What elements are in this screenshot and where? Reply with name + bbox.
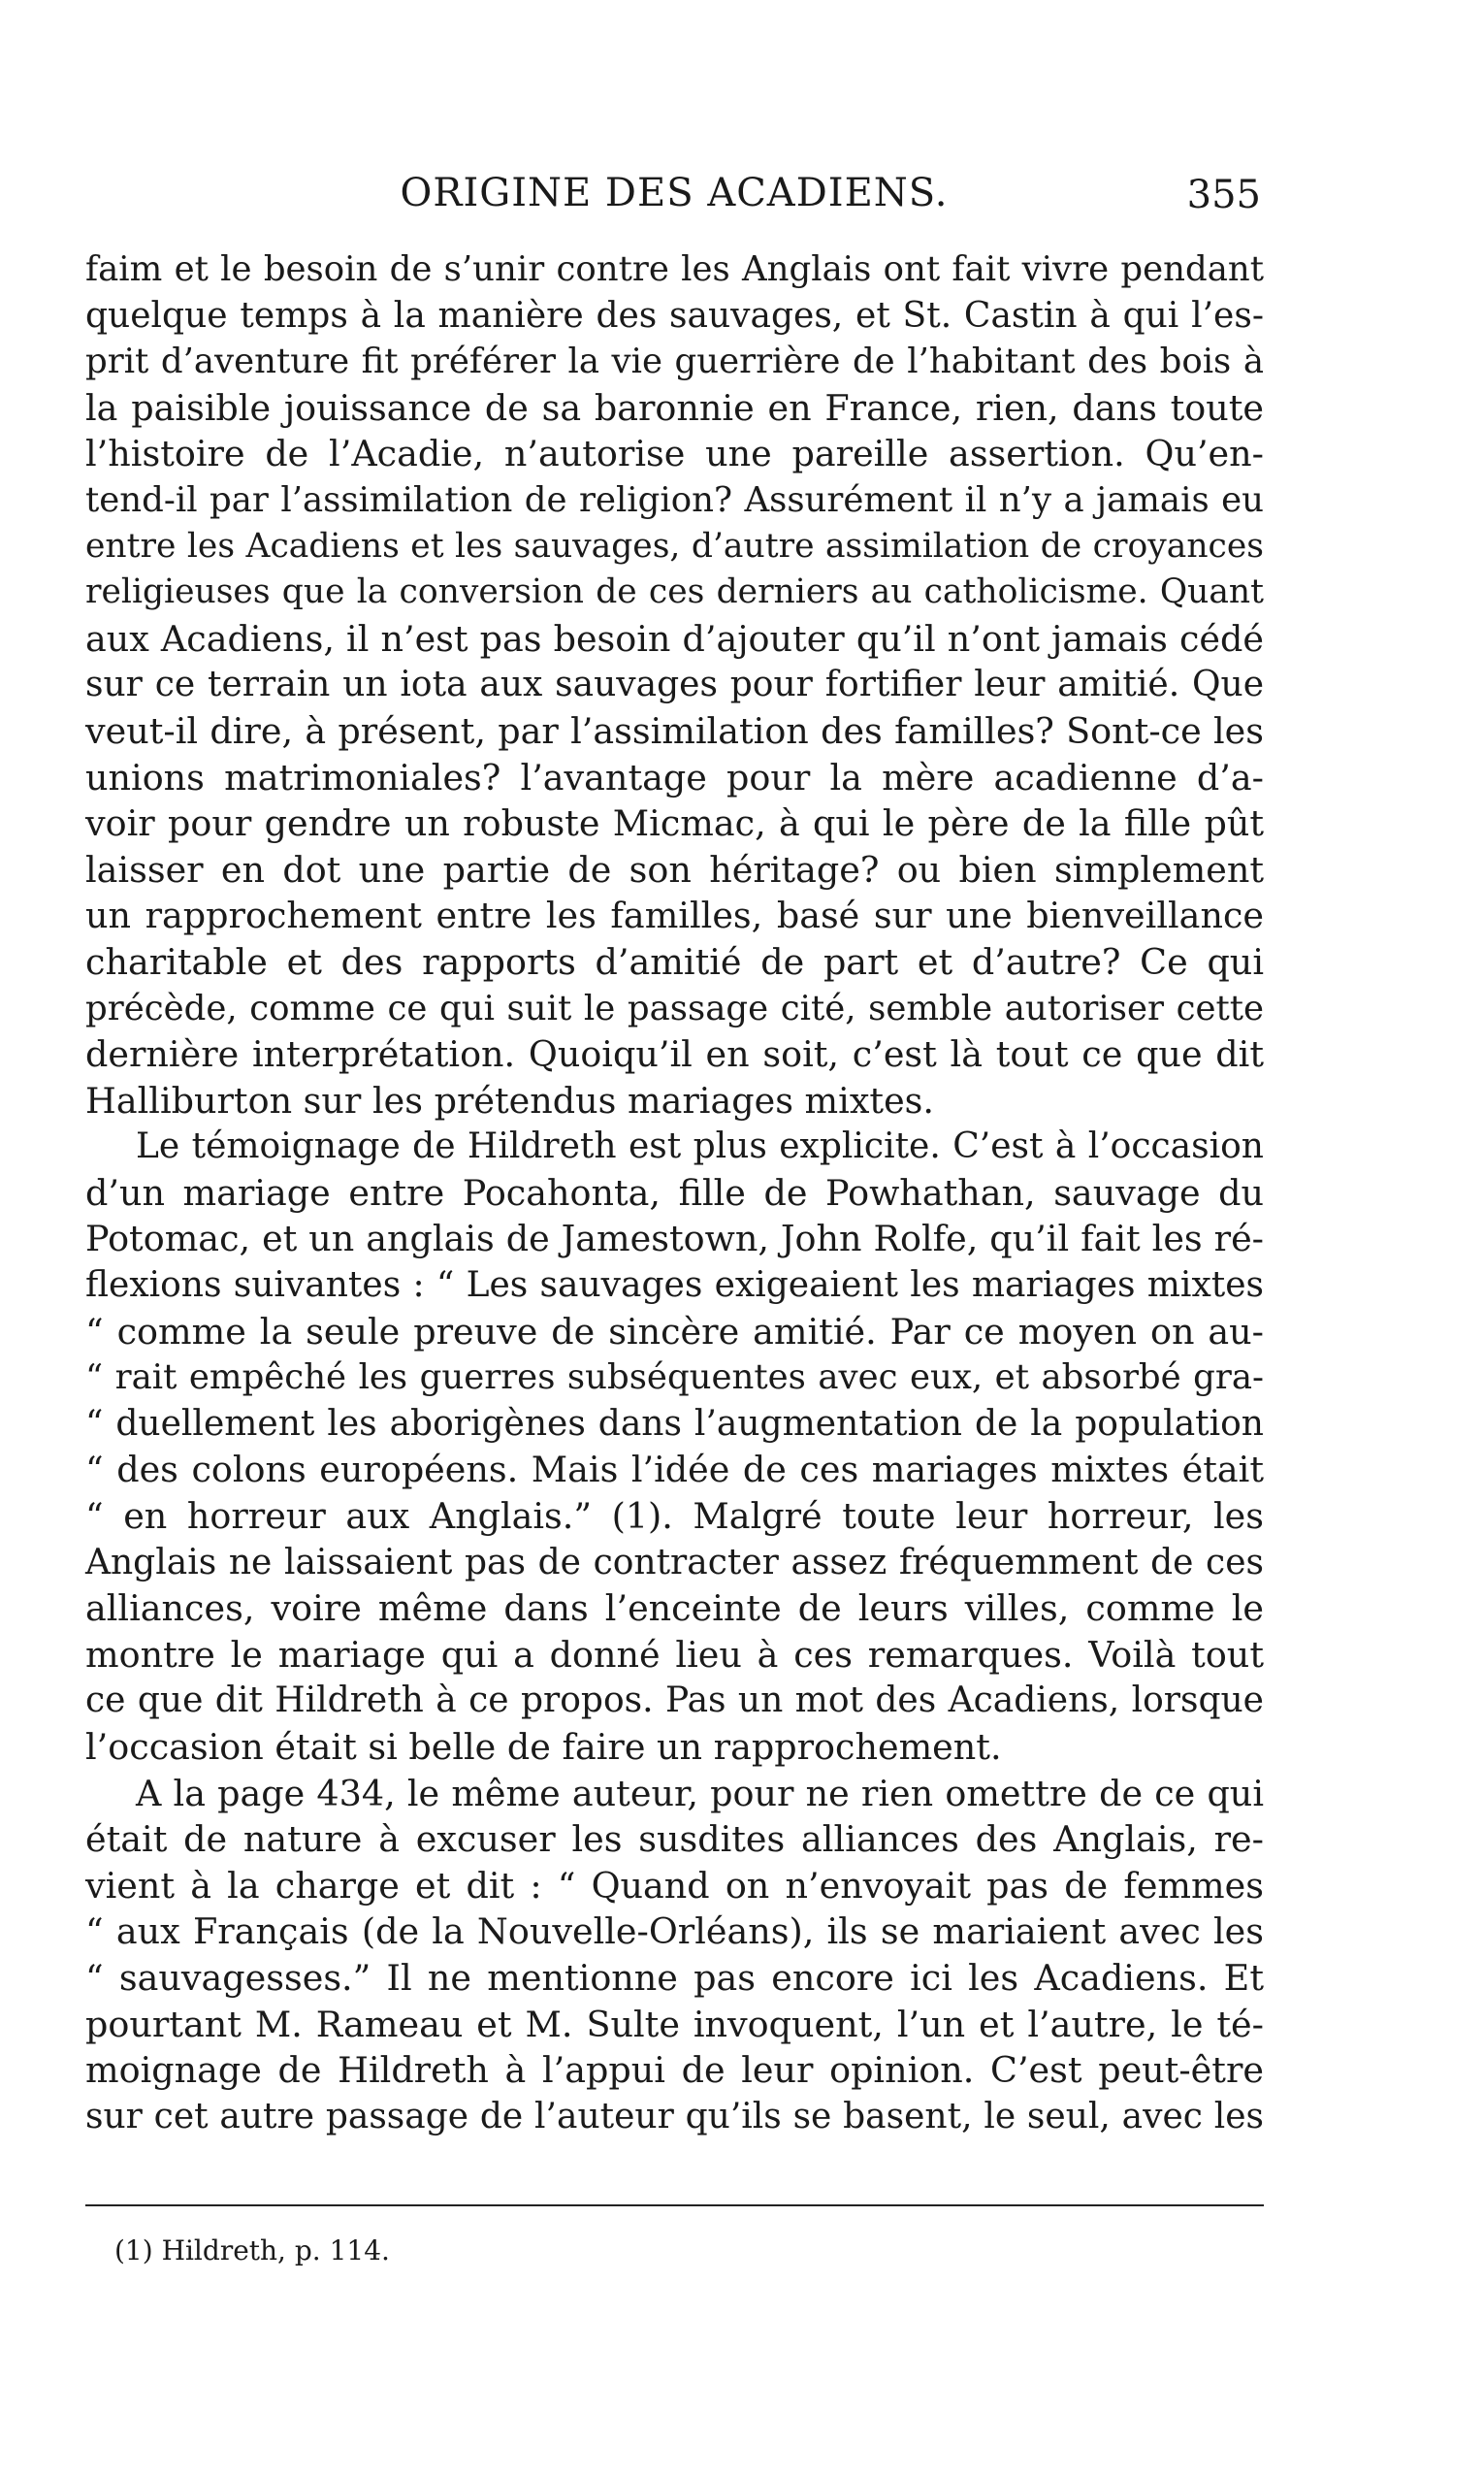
text-line: entre les Acadiens et les sauvages, d’autre assimilation de croyances <box>85 526 1264 566</box>
text-line: moignage de Hildreth à l’appui de leur opinion. C’est peut-être <box>85 2049 1264 2092</box>
text-line: Potomac, et un anglais de Jamestown, John Rolfe, qu’il fait les ré- <box>85 1218 1264 1260</box>
text-line: Le témoignage de Hildreth est plus explicite. C’est à l’occasion <box>136 1126 1264 1167</box>
text-line: pourtant M. Rameau et M. Sulte invoquent, l’un et l’autre, le té- <box>85 2003 1264 2045</box>
text-line: religieuses que la conversion de ces derniers au catholicisme. Quant <box>85 572 1264 612</box>
text-line: alliances, voire même dans l’enceinte de leurs villes, comme le <box>85 1587 1264 1630</box>
text-line: précède, comme ce qui suit le passage cité, semble autoriser cette <box>85 988 1264 1028</box>
text-line: Halliburton sur les prétendus mariages mixtes. <box>85 1079 935 1122</box>
text-line: sur cet autre passage de l’auteur qu’ils se basent, le seul, avec les <box>85 2096 1264 2136</box>
text-line: “ rait empêché les guerres subséquentes avec eux, et absorbé gra- <box>85 1357 1264 1398</box>
text-line: tend-il par l’assimilation de religion? Assurément il n’y a jamais eu <box>85 479 1264 520</box>
body-text <box>85 246 1264 2139</box>
text-line: vient à la charge et dit : “ Quand on n’envoyait pas de femmes <box>85 1864 1264 1907</box>
text-line: l’histoire de l’Acadie, n’autorise une pareille assertion. Qu’en- <box>85 433 1264 475</box>
page-number: 355 <box>1186 173 1261 217</box>
text-line: “ en horreur aux Anglais.” (1). Malgré toute leur horreur, les <box>85 1495 1264 1538</box>
text-line: “ sauvagesses.” Il ne mentionne pas encore ici les Acadiens. Et <box>85 1956 1264 1999</box>
text-line: était de nature à excuser les susdites alliances des Anglais, re- <box>85 1818 1264 1861</box>
text-line: voir pour gendre un robuste Micmac, à qui le père de la fille pût <box>85 802 1264 845</box>
text-line: “ des colons européens. Mais l’idée de ces mariages mixtes était <box>85 1449 1264 1491</box>
text-line: la paisible jouissance de sa baronnie en France, rien, dans toute <box>85 386 1264 429</box>
text-line: “ duellement les aborigènes dans l’augmentation de la population <box>85 1403 1264 1444</box>
text-line: dernière interprétation. Quoiqu’il en soit, c’est là tout ce que dit <box>85 1033 1264 1076</box>
text-line: montre le mariage qui a donné lieu à ces remarques. Voilà tout <box>85 1633 1264 1676</box>
text-line: “ aux Français (de la Nouvelle-Orléans), ils se mariaient avec les <box>85 1910 1264 1953</box>
text-line: d’un mariage entre Pocahonta, fille de Powhathan, sauvage du <box>85 1171 1264 1214</box>
text-line: “ comme la seule preuve de sincère amitié. Par ce moyen on au- <box>85 1310 1264 1353</box>
text-line: ce que dit Hildreth à ce propos. Pas un mot des Acadiens, lorsque <box>85 1680 1264 1721</box>
text-line: Anglais ne laissaient pas de contracter assez fréquemment de ces <box>85 1542 1264 1582</box>
footnote: (1) Hildreth, p. 114. <box>114 2234 390 2266</box>
text-line: l’occasion était si belle de faire un rapprochement. <box>85 1726 1002 1768</box>
text-line: veut-il dire, à présent, par l’assimilation des familles? Sont-ce les <box>85 709 1264 752</box>
text-line: laisser en dot une partie de son héritage? ou bien simplement <box>85 848 1264 891</box>
running-head <box>87 171 1261 223</box>
running-title: ORIGINE DES ACADIENS. <box>400 171 949 215</box>
text-line: unions matrimoniales? l’avantage pour la mère acadienne d’a- <box>85 756 1264 799</box>
text-line: sur ce terrain un iota aux sauvages pour fortifier leur amitié. Que <box>85 665 1264 705</box>
text-line: quelque temps à la manière des sauvages, et St. Castin à qui l’es- <box>85 295 1264 336</box>
text-line: un rapprochement entre les familles, basé sur une bienveillance <box>85 895 1264 937</box>
footnote-rule <box>85 2204 1264 2206</box>
text-line: A la page 434, le même auteur, pour ne rien omettre de ce qui <box>136 1772 1264 1814</box>
text-line: faim et le besoin de s’unir contre les Anglais ont fait vivre pendant <box>85 249 1264 289</box>
text-line: charitable et des rapports d’amitié de part et d’autre? Ce qui <box>85 940 1264 983</box>
text-line: flexions suivantes : “ Les sauvages exigeaient les mariages mixtes <box>85 1265 1264 1306</box>
text-line: prit d’aventure fit préférer la vie guerrière de l’habitant des bois à <box>85 342 1264 382</box>
text-line: aux Acadiens, il n’est pas besoin d’ajouter qu’il n’ont jamais cédé <box>85 617 1264 660</box>
